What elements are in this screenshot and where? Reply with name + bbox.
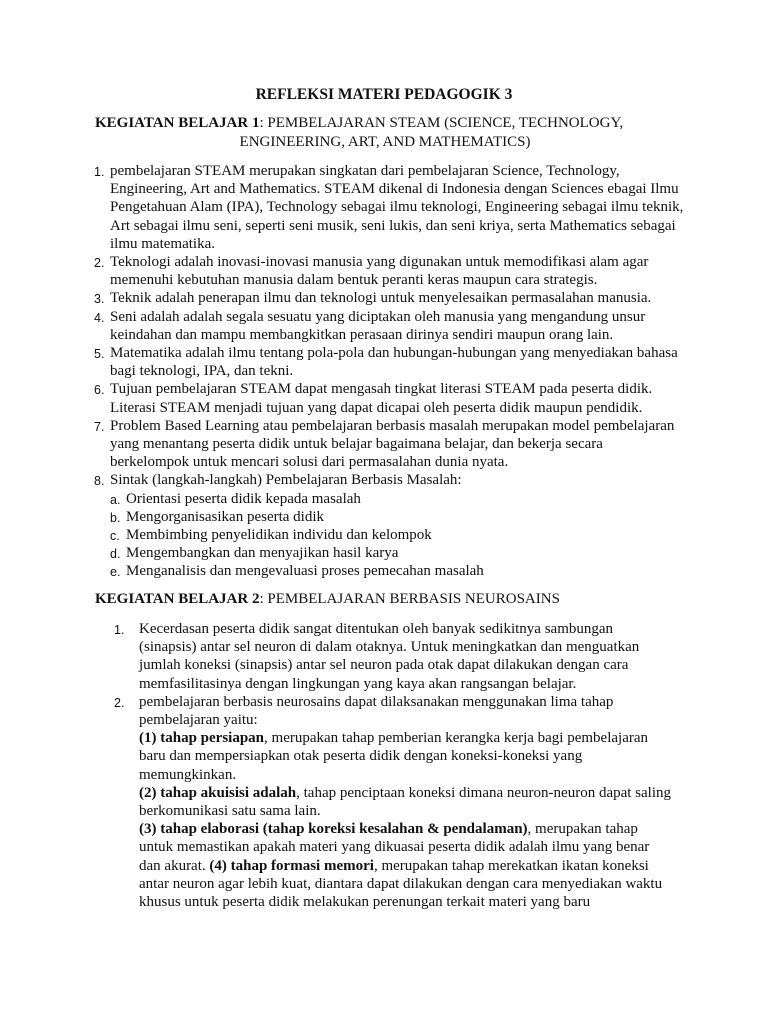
stage-2-title: (2) tahap akuisisi adalah xyxy=(139,784,297,801)
sublist-item xyxy=(110,544,484,562)
document-title: REFLEKSI MATERI PEDAGOGIK 3 xyxy=(255,86,513,103)
stage-1 xyxy=(139,729,674,784)
list-number: 4. xyxy=(94,310,105,325)
stage-1-title: (1) tahap persiapan xyxy=(139,730,265,747)
list-item xyxy=(94,344,684,380)
list-item-text: pembelajaran STEAM merupakan singkatan dari pembelajaran Science, Technology, Engineering, Art and Mathematics. STEAM dikenal di Indonesia dengan Sciences ebagai Ilmu Pengetahuan Alam (IPA), Technology sebagai ilmu teknologi, Engineering sebagai ilmu teknik, Art sebagai ilmu seni, seperti seni musik, seni lukis, dan seni kriya, serta Mathematics sebagai ilmu matematika. xyxy=(110,163,684,252)
stage-3-text: , merupakan tahap untuk memastikan apakah materi yang dikuasai peserta didik adalah ilmu yang benar dan akurat. xyxy=(139,821,650,874)
list-item-text: Sintak (langkah-langkah) Pembelajaran Berbasis Masalah: xyxy=(110,472,462,489)
sublist-letter: a. xyxy=(110,492,121,507)
stages-intro: pembelajaran berbasis neurosains dapat dilaksanakan menggunakan lima tahap pembelajaran yaitu: xyxy=(139,693,614,729)
section-2-rest: : PEMBELAJARAN BERBASIS NEUROSAINS xyxy=(259,591,560,607)
list-number: 1. xyxy=(94,165,105,179)
sublist-letter: c. xyxy=(110,529,120,544)
section-2-heading xyxy=(95,590,675,609)
list-item xyxy=(94,417,684,472)
list-item-text: Tujuan pembelajaran STEAM dapat mengasah tingkat literasi STEAM pada peserta didik. Literasi STEAM menjadi tujuan yang dapat dicapai oleh peserta didik maupun pendidik. xyxy=(110,381,653,416)
list-item-text: Kecerdasan peserta didik sangat ditentukan oleh banyak sedikitnya sambungan (sinapsis) antar sel neuron di dalam otaknya. Untuk meningkatkan dan menguatkan jumlah koneksi (sinapsis) antar sel neuron pada otak dapat dilakukan dengan cara memfasilitasinya dengan lingkungan yang kaya akan rangsangan belajar. xyxy=(139,621,640,692)
list-item-text: Teknologi adalah inovasi-inovasi manusia yang digunakan untuk memodifikasi alam agar memenuhi kebutuhan manusia dalam bentuk peranti keras maupun cara strategis. xyxy=(110,254,649,289)
sublist-item xyxy=(110,526,484,544)
list-item-text: Teknik adalah penerapan ilmu dan teknologi untuk menyelesaikan permasalahan manusia. xyxy=(110,290,652,307)
list-number: 6. xyxy=(94,383,105,398)
list-item-text: Problem Based Learning atau pembelajaran berbasis masalah merupakan model pembelajaran yang menantang peserta didik untuk belajar bagaimana belajar, dan bekerja secara berkelompok untuk mencari solusi dari permasalahan dunia nyata. xyxy=(110,417,675,471)
sintak-sublist xyxy=(110,490,484,581)
sublist-item-text: Menganalisis dan mengevaluasi proses pemecahan masalah xyxy=(126,563,484,580)
sublist-letter: e. xyxy=(110,565,121,580)
list-item-text: Seni adalah adalah segala sesuatu yang diciptakan oleh manusia yang mengandung unsur keindahan dan mampu membangkitkan perasaan dirinya sendiri maupun orang lain. xyxy=(110,308,646,343)
list-item xyxy=(94,253,684,289)
list-number: 1. xyxy=(114,623,125,637)
sublist-item xyxy=(110,490,484,508)
sublist-item xyxy=(110,508,484,526)
sublist-item-text: Orientasi peserta didik kepada masalah xyxy=(126,490,361,507)
stage-3-4 xyxy=(139,820,674,911)
section-1-heading xyxy=(95,114,675,151)
section-1-rest: : PEMBELAJARAN STEAM (SCIENCE, TECHNOLOGY, xyxy=(259,115,624,131)
stage-4-text: , merupakan tahap merekatkan ikatan koneksi antar neuron agar lebih kuat, diantara dapat dilakukan dengan cara menyediakan waktu khusus untuk peserta didik melakukan perenungan terkait materi yang baru xyxy=(139,857,663,911)
list-number: 7. xyxy=(94,419,105,434)
stage-3-title: (3) tahap elaborasi (tahap koreksi kesalahan & pendalaman) xyxy=(139,821,528,838)
sublist-letter: d. xyxy=(110,547,121,562)
section-1-continuation: ENGINEERING, ART, AND MATHEMATICS) xyxy=(239,133,531,150)
list-item xyxy=(114,693,674,911)
list-number: 2. xyxy=(114,695,125,710)
list-item xyxy=(94,380,684,416)
list-item xyxy=(94,308,684,344)
stage-4-title: (4) tahap formasi memori xyxy=(209,857,374,874)
list-item-text: Matematika adalah ilmu tentang pola-pola dan hubungan-hubungan yang menyediakan bahasa bagi teknologi, IPA, dan tekni. xyxy=(110,345,678,380)
list-number: 8. xyxy=(94,474,105,489)
sublist-item xyxy=(110,562,484,580)
section-2-list xyxy=(114,620,674,911)
list-number: 3. xyxy=(94,292,105,307)
stage-2 xyxy=(139,784,674,820)
section-1-list xyxy=(94,162,684,580)
list-item xyxy=(94,162,684,253)
stage-1-text: , merupakan tahap pemberian kerangka kerja bagi pembelajaran baru dan mempersiapkan otak peserta didik dengan koneksi-koneksi yang memungkinkan. xyxy=(139,730,649,783)
list-number: 2. xyxy=(94,256,105,271)
section-1-lead: KEGIATAN BELAJAR 1 xyxy=(95,115,260,131)
list-number: 5. xyxy=(94,347,105,362)
stage-2-text: , tahap penciptaan koneksi dimana neuron-neuron dapat saling berkomunikasi satu sama lain. xyxy=(139,784,672,820)
list-item xyxy=(94,471,684,580)
sublist-item-text: Mengorganisasikan peserta didik xyxy=(126,508,325,525)
list-item xyxy=(114,620,674,693)
sublist-letter: b. xyxy=(110,510,121,525)
section-2-lead: KEGIATAN BELAJAR 2 xyxy=(95,591,260,607)
sublist-item-text: Mengembangkan dan menyajikan hasil karya xyxy=(126,545,399,562)
sublist-item-text: Membimbing penyelidikan individu dan kelompok xyxy=(126,527,432,544)
list-item xyxy=(94,289,684,307)
